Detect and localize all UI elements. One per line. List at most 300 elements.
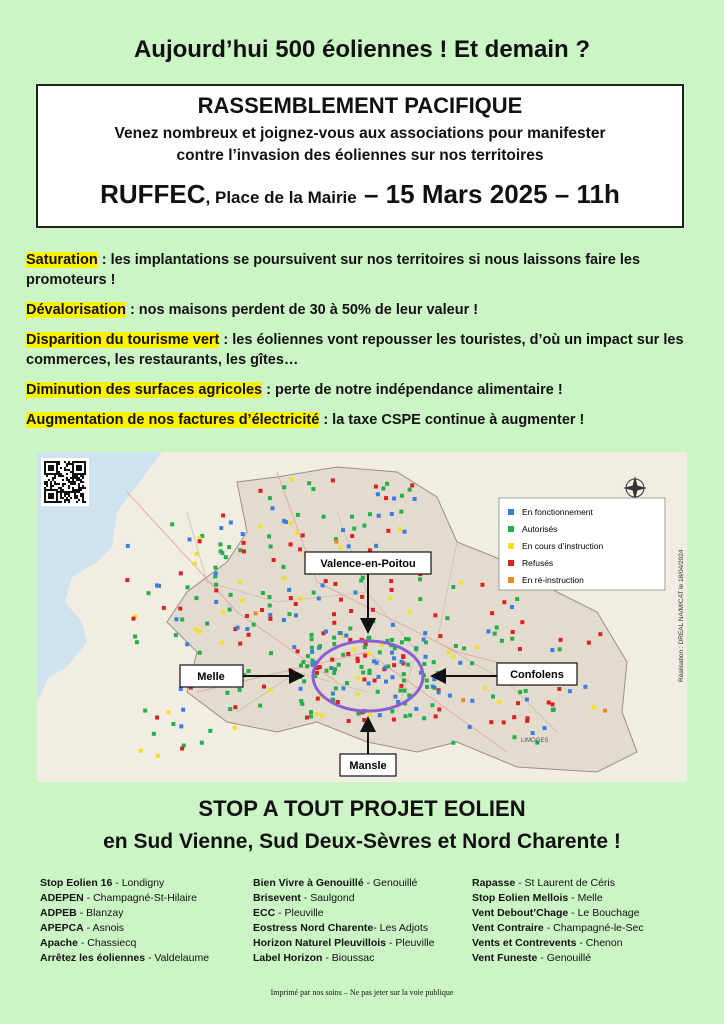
turbine-marker: [315, 712, 319, 716]
turbine-marker: [330, 658, 334, 662]
qr-module: [84, 487, 86, 489]
turbine-marker: [268, 604, 272, 608]
turbine-marker: [242, 541, 246, 545]
turbine-marker: [558, 647, 562, 651]
qr-module: [84, 501, 86, 503]
turbine-marker: [289, 596, 293, 600]
turbine-marker: [295, 531, 299, 535]
association-item: [472, 921, 644, 936]
event-dash-2: –: [547, 179, 577, 209]
qr-module: [52, 473, 54, 475]
qr-module: [76, 491, 78, 493]
qr-module: [46, 473, 48, 475]
turbine-marker: [583, 685, 587, 689]
qr-module: [60, 497, 62, 499]
qr-module: [76, 469, 78, 471]
legend-label-pending: En cours d’instruction: [522, 541, 604, 551]
turbine-marker: [512, 715, 516, 719]
qr-module: [82, 499, 84, 501]
turbine-marker: [438, 634, 442, 638]
turbine-marker: [245, 627, 249, 631]
turbine-marker: [296, 649, 300, 653]
turbine-marker: [325, 669, 329, 673]
turbine-marker: [214, 571, 218, 575]
qr-module: [54, 473, 56, 475]
turbine-marker: [493, 632, 497, 636]
turbine-marker: [390, 638, 394, 642]
turbine-marker: [268, 496, 272, 500]
turbine-marker: [436, 671, 440, 675]
qr-module: [62, 497, 64, 499]
qr-module: [66, 497, 68, 499]
turbine-marker: [401, 654, 405, 658]
qr-module: [66, 469, 68, 471]
qr-module: [50, 501, 52, 503]
qr-module: [50, 483, 52, 485]
stop-subtitle: en Sud Vienne, Sud Deux-Sèvres et Nord Charente !: [103, 830, 621, 853]
turbine-marker: [268, 595, 272, 599]
callout-mansle-label: Mansle: [349, 760, 387, 772]
argument-label: Saturation: [26, 252, 98, 268]
turbine-marker: [282, 519, 286, 523]
turbine-marker: [339, 598, 343, 602]
turbine-marker: [309, 710, 313, 714]
associations-column-1: [40, 876, 209, 966]
association-place: - Blanzay: [76, 907, 124, 919]
qr-module: [72, 479, 74, 481]
turbine-marker: [430, 703, 434, 707]
turbine-marker: [152, 732, 156, 736]
association-item: [253, 936, 434, 951]
qr-module: [60, 489, 62, 491]
turbine-marker: [400, 494, 404, 498]
turbine-marker: [362, 718, 366, 722]
turbine-marker: [350, 515, 354, 519]
turbine-marker: [236, 626, 240, 630]
turbine-marker: [559, 638, 563, 642]
qr-module: [52, 501, 54, 503]
turbine-marker: [389, 596, 393, 600]
qr-module: [72, 481, 74, 483]
qr-module: [64, 501, 66, 503]
qr-module: [80, 493, 82, 495]
qr-module: [68, 469, 70, 471]
qr-module: [50, 467, 52, 469]
qr-module: [68, 481, 70, 483]
turbine-marker: [459, 581, 463, 585]
associations-column-3: [472, 876, 644, 966]
turbine-marker: [228, 707, 232, 711]
turbine-marker: [531, 731, 535, 735]
qr-module: [80, 473, 82, 475]
association-item: [40, 876, 209, 891]
qr-module: [44, 501, 46, 503]
qr-module: [62, 475, 64, 477]
turbine-marker: [214, 588, 218, 592]
turbine-marker: [339, 631, 343, 635]
turbine-marker: [390, 651, 394, 655]
turbine-marker: [352, 527, 356, 531]
qr-module: [76, 461, 78, 463]
qr-module: [56, 473, 58, 475]
turbine-marker: [408, 488, 412, 492]
association-name: Rapasse: [472, 877, 516, 889]
turbine-marker: [422, 716, 426, 720]
turbine-marker: [376, 492, 380, 496]
turbine-marker: [402, 679, 406, 683]
association-item: [40, 936, 209, 951]
qr-module: [78, 499, 80, 501]
turbine-marker: [487, 629, 491, 633]
qr-module: [46, 483, 48, 485]
qr-module: [64, 491, 66, 493]
turbine-marker: [200, 741, 204, 745]
turbine-marker: [305, 664, 309, 668]
qr-module: [76, 501, 78, 503]
qr-module: [70, 491, 72, 493]
turbine-marker: [269, 545, 273, 549]
qr-module: [58, 463, 60, 465]
qr-module: [72, 469, 74, 471]
argument-item: [26, 250, 696, 290]
turbine-marker: [228, 608, 232, 612]
qr-module: [82, 473, 84, 475]
turbine-marker: [451, 741, 455, 745]
turbine-marker: [241, 532, 245, 536]
turbine-marker: [368, 512, 372, 516]
qr-module: [50, 465, 52, 467]
qr-module: [50, 461, 52, 463]
turbine-marker: [424, 655, 428, 659]
turbine-marker: [238, 688, 242, 692]
qr-module: [78, 485, 80, 487]
turbine-marker: [407, 637, 411, 641]
qr-module: [50, 489, 52, 491]
qr-module: [54, 483, 56, 485]
turbine-marker: [376, 690, 380, 694]
turbine-marker: [247, 669, 251, 673]
qr-module: [56, 489, 58, 491]
qr-module: [60, 475, 62, 477]
association-name: Bien Vivre à Genouillé: [253, 877, 364, 889]
turbine-marker: [346, 652, 350, 656]
turbine-marker: [374, 544, 378, 548]
turbine-marker: [310, 637, 314, 641]
qr-module: [68, 493, 70, 495]
association-name: ADPEB: [40, 907, 77, 919]
qr-module: [58, 487, 60, 489]
turbine-marker: [377, 675, 381, 679]
turbine-marker: [224, 555, 228, 559]
turbine-marker: [324, 630, 328, 634]
turbine-marker: [221, 610, 225, 614]
callout-melle-label: Melle: [197, 671, 225, 683]
qr-module: [44, 465, 46, 467]
qr-module: [56, 461, 58, 463]
qr-module: [52, 477, 54, 479]
turbine-marker: [143, 709, 147, 713]
legend-swatch-pending: [508, 543, 514, 549]
turbine-marker: [218, 542, 222, 546]
turbine-marker: [392, 656, 396, 660]
turbine-marker: [294, 602, 298, 606]
association-name: Stop Eolien Mellois: [472, 892, 569, 904]
turbine-marker: [302, 679, 306, 683]
argument-label: Dévalorisation: [26, 302, 126, 318]
turbine-marker: [260, 608, 264, 612]
turbine-marker: [377, 514, 381, 518]
legend-swatch-reinstruction: [508, 577, 514, 583]
qr-module: [52, 469, 54, 471]
qr-module: [64, 495, 66, 497]
qr-module: [76, 473, 78, 475]
turbine-marker: [356, 676, 360, 680]
turbine-marker: [229, 521, 233, 525]
argument-item: [26, 330, 696, 370]
turbine-marker: [475, 645, 479, 649]
turbine-marker: [296, 513, 300, 517]
association-name: Stop Eolien 16: [40, 877, 113, 889]
turbine-marker: [269, 688, 273, 692]
qr-module: [80, 481, 82, 483]
callout-mansle: [340, 754, 396, 776]
qr-module: [64, 461, 66, 463]
turbine-marker: [193, 562, 197, 566]
turbine-marker: [515, 597, 519, 601]
turbine-marker: [497, 700, 501, 704]
turbine-marker: [432, 660, 436, 664]
qr-module: [54, 475, 56, 477]
qr-module: [62, 491, 64, 493]
turbine-marker: [195, 552, 199, 556]
turbine-marker: [347, 719, 351, 723]
qr-module: [54, 481, 56, 483]
wind-farm-map: [37, 452, 687, 782]
qr-module: [76, 465, 78, 467]
qr-module: [60, 501, 62, 503]
qr-module: [76, 467, 78, 469]
turbine-marker: [451, 655, 455, 659]
turbine-marker: [324, 579, 328, 583]
turbine-marker: [361, 671, 365, 675]
turbine-marker: [392, 497, 396, 501]
turbine-marker: [287, 588, 291, 592]
argument-text: : la taxe CSPE continue à augmenter !: [319, 412, 585, 428]
qr-module: [66, 465, 68, 467]
qr-module: [82, 481, 84, 483]
association-name: Vent Debout’Chage: [472, 907, 569, 919]
qr-module: [56, 467, 58, 469]
turbine-marker: [332, 636, 336, 640]
qr-module: [80, 475, 82, 477]
qr-module: [50, 493, 52, 495]
turbine-marker: [272, 558, 276, 562]
turbine-marker: [194, 628, 198, 632]
turbine-marker: [186, 585, 190, 589]
turbine-marker: [603, 709, 607, 713]
qr-module: [84, 471, 86, 473]
turbine-marker: [155, 716, 159, 720]
association-place: - St Laurent de Céris: [515, 877, 615, 889]
association-name: APEPCA: [40, 922, 84, 934]
association-item: [253, 951, 434, 966]
turbine-marker: [139, 749, 143, 753]
turbine-marker: [406, 663, 410, 667]
turbine-marker: [305, 716, 309, 720]
city-label-limoges: LIMOGES: [521, 738, 549, 744]
association-place: - Chenon: [576, 937, 623, 949]
turbine-marker: [550, 648, 554, 652]
turbine-marker: [310, 633, 314, 637]
turbine-marker: [299, 663, 303, 667]
qr-module: [84, 461, 86, 463]
qr-module: [78, 491, 80, 493]
qr-module: [72, 487, 74, 489]
qr-module: [82, 495, 84, 497]
turbine-marker: [162, 606, 166, 610]
turbine-marker: [414, 707, 418, 711]
qr-module: [82, 501, 84, 503]
callout-valence-label: Valence-en-Poitou: [320, 558, 416, 570]
association-place: - Champagné-St-Hilaire: [83, 892, 197, 904]
turbine-marker: [368, 713, 372, 717]
qr-module: [80, 469, 82, 471]
qr-module: [78, 479, 80, 481]
turbine-marker: [214, 600, 218, 604]
association-item: [472, 906, 644, 921]
turbine-marker: [198, 629, 202, 633]
qr-module: [70, 463, 72, 465]
turbine-marker: [229, 593, 233, 597]
qr-module: [44, 463, 46, 465]
turbine-marker: [393, 695, 397, 699]
turbine-marker: [333, 667, 337, 671]
turbine-marker: [470, 699, 474, 703]
qr-module: [78, 477, 80, 479]
turbine-marker: [408, 610, 412, 614]
qr-module: [76, 477, 78, 479]
turbine-marker: [410, 483, 414, 487]
turbine-marker: [367, 682, 371, 686]
association-item: [40, 951, 209, 966]
turbine-marker: [321, 583, 325, 587]
qr-module: [84, 463, 86, 465]
association-place: - Le Bouchage: [568, 907, 640, 919]
qr-module: [66, 479, 68, 481]
qr-module: [80, 465, 82, 467]
association-item: [40, 906, 209, 921]
turbine-marker: [543, 726, 547, 730]
qr-module: [68, 461, 70, 463]
association-place: - Melle: [568, 892, 603, 904]
turbine-marker: [282, 618, 286, 622]
turbine-marker: [368, 671, 372, 675]
turbine-marker: [208, 729, 212, 733]
argument-item: [26, 380, 696, 400]
qr-module: [64, 483, 66, 485]
turbine-marker: [422, 638, 426, 642]
qr-module: [68, 495, 70, 497]
qr-module: [44, 487, 46, 489]
turbine-marker: [269, 651, 273, 655]
turbine-marker: [166, 710, 170, 714]
qr-module: [56, 501, 58, 503]
event-time: 11h: [576, 179, 620, 209]
turbine-marker: [289, 542, 293, 546]
callout-confolens-label: Confolens: [510, 669, 564, 681]
event-dash-1: –: [356, 179, 386, 209]
qr-module: [78, 461, 80, 463]
qr-module: [76, 497, 78, 499]
map-legend: [499, 498, 665, 590]
qr-module: [82, 493, 84, 495]
association-name: Vents et Contrevents: [472, 937, 577, 949]
turbine-marker: [481, 583, 485, 587]
turbine-marker: [219, 549, 223, 553]
qr-module: [80, 495, 82, 497]
qr-module: [50, 487, 52, 489]
turbine-marker: [362, 524, 366, 528]
qr-module: [48, 467, 50, 469]
turbine-marker: [310, 646, 314, 650]
turbine-marker: [331, 692, 335, 696]
association-place: - Les Adjots: [373, 922, 429, 934]
qr-module: [44, 493, 46, 495]
callout-confolens: [497, 663, 577, 685]
turbine-marker: [431, 685, 435, 689]
association-item: [253, 891, 434, 906]
qr-module: [48, 497, 50, 499]
qr-module: [50, 485, 52, 487]
event-title: RASSEMBLEMENT PACIFIQUE: [197, 93, 523, 118]
association-name: ECC: [253, 907, 276, 919]
turbine-marker: [400, 640, 404, 644]
turbine-marker: [258, 525, 262, 529]
qr-module: [50, 495, 52, 497]
qr-module: [44, 491, 46, 493]
qr-module: [56, 469, 58, 471]
qr-module: [56, 493, 58, 495]
qr-module: [72, 465, 74, 467]
turbine-marker: [282, 565, 286, 569]
turbine-marker: [344, 634, 348, 638]
turbine-marker: [220, 641, 224, 645]
qr-module: [52, 489, 54, 491]
qr-module: [76, 475, 78, 477]
turbine-marker: [292, 645, 296, 649]
qr-module: [74, 495, 76, 497]
turbine-marker: [462, 646, 466, 650]
turbine-marker: [339, 546, 343, 550]
qr-module: [52, 479, 54, 481]
qr-module: [66, 463, 68, 465]
turbine-marker: [348, 627, 352, 631]
qr-module: [52, 493, 54, 495]
turbine-marker: [219, 526, 223, 530]
qr-module: [68, 463, 70, 465]
legend-swatch-operating: [508, 509, 514, 515]
qr-module: [64, 499, 66, 501]
qr-module: [68, 491, 70, 493]
qr-module: [72, 489, 74, 491]
turbine-marker: [392, 663, 396, 667]
qr-module: [72, 473, 74, 475]
qr-module: [60, 473, 62, 475]
qr-module: [82, 487, 84, 489]
turbine-marker: [180, 747, 184, 751]
qr-module: [78, 467, 80, 469]
turbine-marker: [309, 714, 313, 718]
